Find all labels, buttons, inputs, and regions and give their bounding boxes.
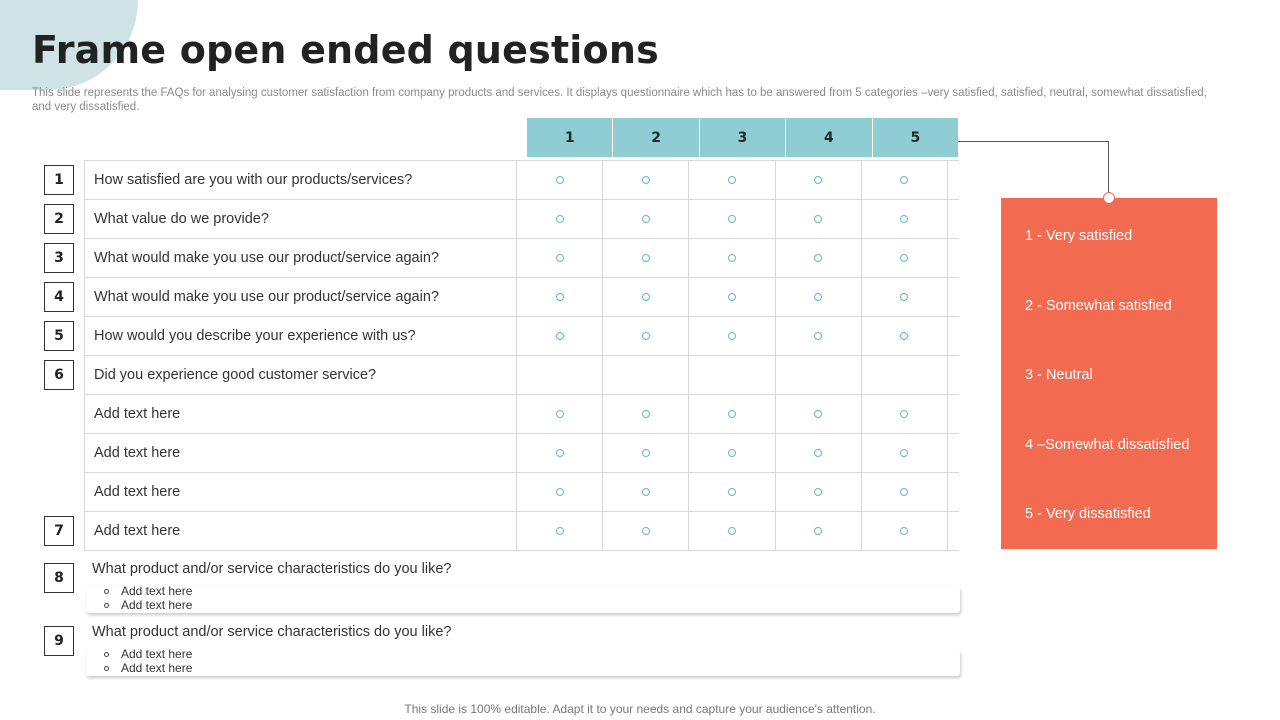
question-number-badge: 6 xyxy=(44,360,74,390)
radio-option-icon[interactable] xyxy=(900,176,908,184)
answer-box[interactable] xyxy=(86,587,960,613)
question-number-badge: 4 xyxy=(44,282,74,312)
rating-header-5: 5 xyxy=(872,118,958,157)
radio-option-icon[interactable] xyxy=(900,449,908,457)
rating-cell-3[interactable] xyxy=(689,200,775,238)
radio-option-icon[interactable] xyxy=(556,488,564,496)
rating-cell-4[interactable] xyxy=(776,239,862,277)
radio-option-icon[interactable] xyxy=(556,176,564,184)
radio-option-icon[interactable] xyxy=(556,293,564,301)
radio-option-icon[interactable] xyxy=(556,215,564,223)
radio-option-icon[interactable] xyxy=(814,410,822,418)
rating-cell-4[interactable] xyxy=(776,161,862,199)
rating-cell-3[interactable] xyxy=(689,512,775,550)
question-text: Did you experience good customer service? xyxy=(85,356,517,394)
radio-option-icon[interactable] xyxy=(814,449,822,457)
radio-option-icon[interactable] xyxy=(728,488,736,496)
radio-option-icon[interactable] xyxy=(556,410,564,418)
rating-cell-3[interactable] xyxy=(689,278,775,316)
radio-option-icon[interactable] xyxy=(556,254,564,262)
radio-option-icon[interactable] xyxy=(900,488,908,496)
radio-option-icon[interactable] xyxy=(900,254,908,262)
rating-cell-1 xyxy=(517,356,603,394)
table-row xyxy=(85,395,959,434)
rating-cell-1[interactable] xyxy=(517,200,603,238)
question-number-badge: 3 xyxy=(44,243,74,273)
rating-cell-5 xyxy=(862,356,948,394)
rating-cell-2[interactable] xyxy=(603,395,689,433)
radio-option-icon[interactable] xyxy=(814,332,822,340)
radio-option-icon[interactable] xyxy=(814,293,822,301)
rating-header-2: 2 xyxy=(612,118,698,157)
rating-cell-5[interactable] xyxy=(862,239,948,277)
rating-cell-2[interactable] xyxy=(603,278,689,316)
table-row xyxy=(85,239,959,278)
rating-cell-3[interactable] xyxy=(689,473,775,511)
radio-option-icon[interactable] xyxy=(556,449,564,457)
radio-option-icon[interactable] xyxy=(728,293,736,301)
footer-note: This slide is 100% editable. Adapt it to your needs and capture your audience's attention. xyxy=(404,702,876,716)
table-row xyxy=(85,434,959,473)
rating-cell-4[interactable] xyxy=(776,200,862,238)
rating-cell-3[interactable] xyxy=(689,317,775,355)
rating-cell-3[interactable] xyxy=(689,434,775,472)
rating-cell-1[interactable] xyxy=(517,473,603,511)
rating-cell-1[interactable] xyxy=(517,161,603,199)
radio-option-icon[interactable] xyxy=(814,215,822,223)
question-text: How satisfied are you with our products/services? xyxy=(85,161,517,199)
radio-option-icon[interactable] xyxy=(642,332,650,340)
rating-cell-4[interactable] xyxy=(776,317,862,355)
radio-option-icon[interactable] xyxy=(728,332,736,340)
rating-cell-4 xyxy=(776,356,862,394)
bullet-text: Add text here xyxy=(121,661,193,675)
legend-item: 5 - Very dissatisfied xyxy=(1025,506,1151,522)
rating-cell-1[interactable] xyxy=(517,395,603,433)
answer-bullet xyxy=(104,661,192,675)
rating-cell-5[interactable] xyxy=(862,434,948,472)
table-row xyxy=(85,161,959,200)
table-row xyxy=(85,317,959,356)
page-title: Frame open ended questions xyxy=(32,28,659,72)
question-text: Add text here xyxy=(85,395,517,433)
rating-cell-2 xyxy=(603,356,689,394)
radio-option-icon[interactable] xyxy=(900,410,908,418)
rating-header-4: 4 xyxy=(785,118,871,157)
rating-header-3: 3 xyxy=(699,118,785,157)
rating-cell-2[interactable] xyxy=(603,317,689,355)
rating-cell-4[interactable] xyxy=(776,395,862,433)
radio-option-icon[interactable] xyxy=(900,215,908,223)
rating-cell-1[interactable] xyxy=(517,512,603,550)
radio-option-icon[interactable] xyxy=(642,527,650,535)
question-number-badge: 9 xyxy=(44,626,74,656)
open-question-text: What product and/or service characteristics do you like? xyxy=(92,624,452,640)
radio-option-icon[interactable] xyxy=(728,215,736,223)
answer-bullet xyxy=(104,598,192,612)
rating-cell-1[interactable] xyxy=(517,317,603,355)
rating-cell-4[interactable] xyxy=(776,434,862,472)
question-text: How would you describe your experience with us? xyxy=(85,317,517,355)
table-row xyxy=(85,512,959,551)
radio-option-icon[interactable] xyxy=(556,332,564,340)
legend-item: 4 –Somewhat dissatisfied xyxy=(1025,436,1190,453)
radio-option-icon[interactable] xyxy=(900,332,908,340)
radio-option-icon[interactable] xyxy=(642,449,650,457)
radio-option-icon[interactable] xyxy=(728,527,736,535)
rating-cell-3[interactable] xyxy=(689,161,775,199)
rating-cell-1[interactable] xyxy=(517,434,603,472)
rating-cell-5[interactable] xyxy=(862,317,948,355)
rating-cell-3 xyxy=(689,356,775,394)
legend-connector-horizontal xyxy=(958,141,1109,142)
radio-option-icon[interactable] xyxy=(642,293,650,301)
legend-item: 1 - Very satisfied xyxy=(1025,228,1133,244)
question-text: What value do we provide? xyxy=(85,200,517,238)
rating-header-1: 1 xyxy=(564,129,575,146)
answer-bullet xyxy=(104,647,192,661)
rating-cell-2[interactable] xyxy=(603,434,689,472)
table-row xyxy=(85,473,959,512)
question-text: Add text here xyxy=(85,434,517,472)
rating-cell-1[interactable] xyxy=(517,239,603,277)
answer-bullet xyxy=(104,584,192,598)
radio-option-icon[interactable] xyxy=(814,488,822,496)
question-text: Add text here xyxy=(85,512,517,550)
radio-option-icon[interactable] xyxy=(642,410,650,418)
rating-cell-5[interactable] xyxy=(862,161,948,199)
bullet-circle-icon xyxy=(104,652,109,657)
rating-cell-2[interactable] xyxy=(603,239,689,277)
radio-option-icon[interactable] xyxy=(728,254,736,262)
question-text: What would make you use our product/service again? xyxy=(85,278,517,316)
rating-cell-1[interactable] xyxy=(517,278,603,316)
table-row xyxy=(85,200,959,239)
bullet-text: Add text here xyxy=(121,584,193,598)
rating-cell-5[interactable] xyxy=(862,395,948,433)
rating-cell-4[interactable] xyxy=(776,473,862,511)
open-question-text: What product and/or service characteristics do you like? xyxy=(92,561,452,577)
rating-cell-2[interactable] xyxy=(603,200,689,238)
table-row xyxy=(85,278,959,317)
question-number-badge: 2 xyxy=(44,204,74,234)
rating-cell-5[interactable] xyxy=(862,473,948,511)
bullet-circle-icon xyxy=(104,589,109,594)
rating-cell-3[interactable] xyxy=(689,395,775,433)
rating-cell-4[interactable] xyxy=(776,512,862,550)
rating-cell-5[interactable] xyxy=(862,200,948,238)
bullet-text: Add text here xyxy=(121,598,193,612)
page-subtitle: This slide represents the FAQs for analysing customer satisfaction from company products and services. It displays questionnaire which has to be answered from 5 categories –very satisfied, satisfied, neutral, somewhat dissatisfied, and very dissatisfied. xyxy=(32,87,1207,113)
question-number-badge: 8 xyxy=(44,563,74,593)
bullet-text: Add text here xyxy=(121,647,193,661)
radio-option-icon[interactable] xyxy=(814,176,822,184)
connector-dot xyxy=(1103,192,1115,204)
radio-option-icon[interactable] xyxy=(728,176,736,184)
bullet-circle-icon xyxy=(104,603,109,608)
rating-cell-2[interactable] xyxy=(603,473,689,511)
questionnaire-table xyxy=(84,160,959,551)
rating-legend xyxy=(1001,198,1217,549)
rating-cell-3[interactable] xyxy=(689,239,775,277)
rating-header xyxy=(527,118,958,157)
rating-cell-2[interactable] xyxy=(603,161,689,199)
question-number-badge: 1 xyxy=(44,165,74,195)
radio-option-icon[interactable] xyxy=(814,527,822,535)
radio-option-icon[interactable] xyxy=(728,449,736,457)
legend-connector-vertical xyxy=(1108,141,1109,198)
radio-option-icon[interactable] xyxy=(814,254,822,262)
rating-cell-5[interactable] xyxy=(862,278,948,316)
radio-option-icon[interactable] xyxy=(900,527,908,535)
question-text: Add text here xyxy=(85,473,517,511)
radio-option-icon[interactable] xyxy=(642,176,650,184)
bullet-circle-icon xyxy=(104,666,109,671)
question-number-badge: 7 xyxy=(44,516,74,546)
legend-item: 3 - Neutral xyxy=(1025,367,1093,383)
legend-item: 2 - Somewhat satisfied xyxy=(1025,297,1172,314)
answer-box[interactable] xyxy=(86,650,960,676)
radio-option-icon[interactable] xyxy=(642,488,650,496)
rating-cell-5[interactable] xyxy=(862,512,948,550)
radio-option-icon[interactable] xyxy=(556,527,564,535)
radio-option-icon[interactable] xyxy=(642,215,650,223)
radio-option-icon[interactable] xyxy=(642,254,650,262)
question-number-badge: 5 xyxy=(44,321,74,351)
question-text: What would make you use our product/service again? xyxy=(85,239,517,277)
rating-cell-2[interactable] xyxy=(603,512,689,550)
table-row xyxy=(85,356,959,395)
radio-option-icon[interactable] xyxy=(728,410,736,418)
rating-cell-4[interactable] xyxy=(776,278,862,316)
radio-option-icon[interactable] xyxy=(900,293,908,301)
